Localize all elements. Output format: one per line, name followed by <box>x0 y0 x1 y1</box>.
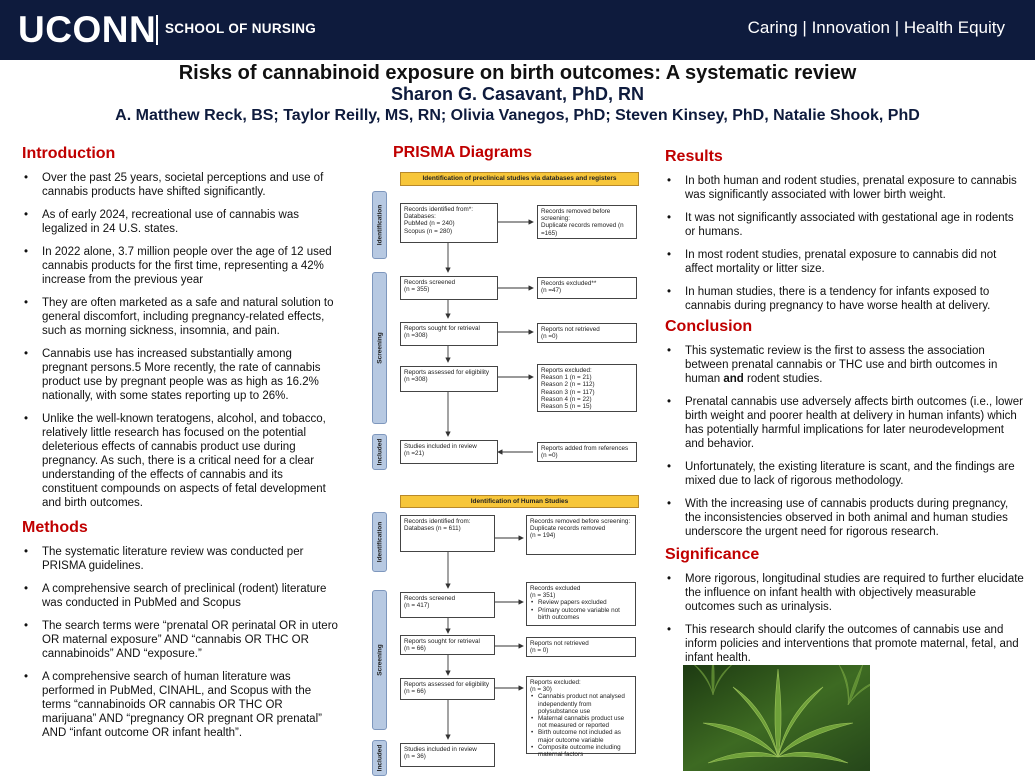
records-removed-box: Records removed before screening: Duplicate records removed (n =165) <box>537 205 637 239</box>
significance-list <box>665 572 1025 665</box>
human-records-removed-box: Records removed before screening: Duplicate records removed (n = 194) <box>526 515 636 555</box>
intro-bullet: • Cannabis use has increased substantially among pregnant persons.5 More recently, the rate of cannabis product use by pregnant people was as high as 16.2% nationally, with some states reporting up to 26%. <box>22 347 340 403</box>
human-records-identified-box: Records identified from: Databases (n = 611) <box>400 515 495 552</box>
conclusion-bullet: • Prenatal cannabis use adversely affects birth outcomes (i.e., lower birth weight and poorer health at delivery in human infants) which has potentially harmful implications for later neurodevelopment and behavior. <box>665 395 1025 451</box>
stage-identification: Identification <box>372 191 387 259</box>
results-heading: Results <box>665 148 723 165</box>
cannabis-leaf-image <box>683 665 870 771</box>
intro-bullet: • Unlike the well-known teratogens, alcohol, and tobacco, relatively little research has focused on the potential deleterious effects of cannabis product use during pregnancy. As such, there is a critical need for a clear understanding of the effects of cannabis and its constituent compounds on aspects of fetal development and birth outcomes. <box>22 412 340 510</box>
records-screened-box: Records screened (n = 355) <box>400 276 498 300</box>
reports-from-references-box: Reports added from references (n =0) <box>537 442 637 462</box>
records-identified-box: Records identified from*: Databases: PubMed (n = 240) Scopus (n = 280) <box>400 203 498 243</box>
human-records-excluded-title: Records excluded (n = 351) <box>530 585 581 600</box>
excluded-reason: • Maternal cannabis product use not measured or reported <box>530 715 632 729</box>
introduction-heading: Introduction <box>22 145 116 162</box>
human-records-excluded-list <box>530 599 632 621</box>
school-name: SCHOOL OF NURSING <box>165 21 317 36</box>
human-reports-excluded-list <box>530 693 632 758</box>
conclusion-list <box>665 344 1025 539</box>
significance-bullet: • This research should clarify the outcomes of cannabis use and inform policies and interventions that promote maternal, fetal, and infant health. <box>665 623 1025 665</box>
stage-screening: Screening <box>372 590 387 730</box>
reports-sought-box: Reports sought for retrieval (n =308) <box>400 322 498 346</box>
significance-heading: Significance <box>665 546 760 563</box>
uconn-logo: UCONN <box>18 9 157 50</box>
excluded-reason: • Cannabis product not analysed independently from polysubstance use <box>530 693 632 715</box>
poster-title: Risks of cannabinoid exposure on birth outcomes: A systematic review <box>178 62 857 84</box>
human-reports-assessed-box: Reports assessed for eligibility (n = 66) <box>400 678 495 700</box>
intro-bullet: • Over the past 25 years, societal perceptions and use of cannabis products have shifted significantly. <box>22 171 340 199</box>
reports-excluded-box: Reports excluded: Reason 1 (n = 21) Reason 2 (n = 112) Reason 3 (n = 117) Reason 4 (n = 22) Reason 5 (n = 15) <box>537 364 637 412</box>
human-studies-included-box: Studies included in review (n = 36) <box>400 743 495 767</box>
excluded-reason: • Birth outcome not included as major outcome variable <box>530 729 632 743</box>
prisma-human-header: Identification of Human Studies <box>400 495 639 508</box>
presenter-name: Sharon G. Casavant, PhD, RN <box>390 84 645 104</box>
methods-bullet: • A comprehensive search of human literature was performed in PubMed, CINAHL, and Scopus with the terms “cannabinoids OR cannabis OR THC OR marijuana” AND “pregnancy OR pregnant OR prenatal” AND “infant outcome OR infant health”. <box>22 670 340 740</box>
conclusion-bullet: • This systematic review is the first to assess the association between prenatal cannabis or THC use and birth outcomes in human and rodent studies. <box>665 344 1025 386</box>
conclusion-bullet: • Unfortunately, the existing literature is scant, and the findings are mixed due to lack of rigorous methodology. <box>665 460 1025 488</box>
intro-bullet: • As of early 2024, recreational use of cannabis was legalized in 24 U.S. states. <box>22 208 340 236</box>
human-records-excluded-box <box>526 582 636 626</box>
intro-bullet: • They are often marketed as a safe and natural solution to general discomfort, including pregnancy-related effects, such as morning sickness, insomnia, and pain. <box>22 296 340 338</box>
prisma-preclinical-header: Identification of preclinical studies via databases and registers <box>400 172 639 186</box>
tagline: Caring | Innovation | Health Equity <box>747 18 1005 37</box>
excluded-reason: • Review papers excluded <box>530 599 632 606</box>
excluded-reason: • Composite outcome including maternal factors <box>530 744 632 758</box>
human-records-screened-box: Records screened (n = 417) <box>400 592 495 618</box>
human-reports-excluded-title: Reports excluded: (n = 30) <box>530 679 581 694</box>
intro-bullet: • In 2022 alone, 3.7 million people over the age of 12 used cannabis products for the first time, representing a 42% increase from the previous year <box>22 245 340 287</box>
results-bullet: • In most rodent studies, prenatal exposure to cannabis did not affect mortality or litter size. <box>665 248 1025 276</box>
right-column <box>665 148 1025 674</box>
conclusion-heading: Conclusion <box>665 318 753 335</box>
reports-not-retrieved-box: Reports not retrieved (n =0) <box>537 323 637 343</box>
methods-heading: Methods <box>22 519 88 536</box>
significance-bullet: • More rigorous, longitudinal studies are required to further elucidate the influence on infant health with objectively measurable outcomes such as urinalysis. <box>665 572 1025 614</box>
stage-included: Included <box>372 434 387 470</box>
results-bullet: • In human studies, there is a tendency for infants exposed to cannabis during pregnancy to have worse health at delivery. <box>665 285 1025 313</box>
prisma-heading: PRISMA Diagrams <box>393 144 532 161</box>
records-excluded-box: Records excluded** (n =47) <box>537 277 637 299</box>
methods-bullet: • A comprehensive search of preclinical (rodent) literature was conducted in PubMed and Scopus <box>22 582 340 610</box>
human-reports-excluded-box <box>526 676 636 759</box>
conclusion-bullet: • With the increasing use of cannabis products during pregnancy, the inconsistencies observed in both animal and human studies underscore the urgent need for rigorous research. <box>665 497 1025 539</box>
stage-screening: Screening <box>372 272 387 424</box>
results-list <box>665 174 1025 313</box>
results-bullet: • In both human and rodent studies, prenatal exposure to cannabis was significantly associated with lower birth weight. <box>665 174 1025 202</box>
methods-bullet: • The systematic literature review was conducted per PRISMA guidelines. <box>22 545 340 573</box>
human-reports-sought-box: Reports sought for retrieval (n = 66) <box>400 635 495 655</box>
studies-included-box: Studies included in review (n =21) <box>400 440 498 464</box>
human-reports-not-retrieved-box: Reports not retrieved (n = 0) <box>526 637 636 657</box>
excluded-reason: • Primary outcome variable not birth outcomes <box>530 607 632 621</box>
reports-assessed-box: Reports assessed for eligibility (n =308) <box>400 366 498 392</box>
methods-bullet: • The search terms were “prenatal OR perinatal OR in utero OR maternal exposure” AND “cannabis OR THC OR cannabinoids” AND “exposure.” <box>22 619 340 661</box>
author-list: A. Matthew Reck, BS; Taylor Reilly, MS, RN; Olivia Vanegos, PhD; Steven Kinsey, PhD, Natalie Shook, PhD <box>115 107 920 124</box>
stage-identification: Identification <box>372 512 387 572</box>
stage-included: Included <box>372 740 387 776</box>
results-bullet: • It was not significantly associated with gestational age in rodents or humans. <box>665 211 1025 239</box>
